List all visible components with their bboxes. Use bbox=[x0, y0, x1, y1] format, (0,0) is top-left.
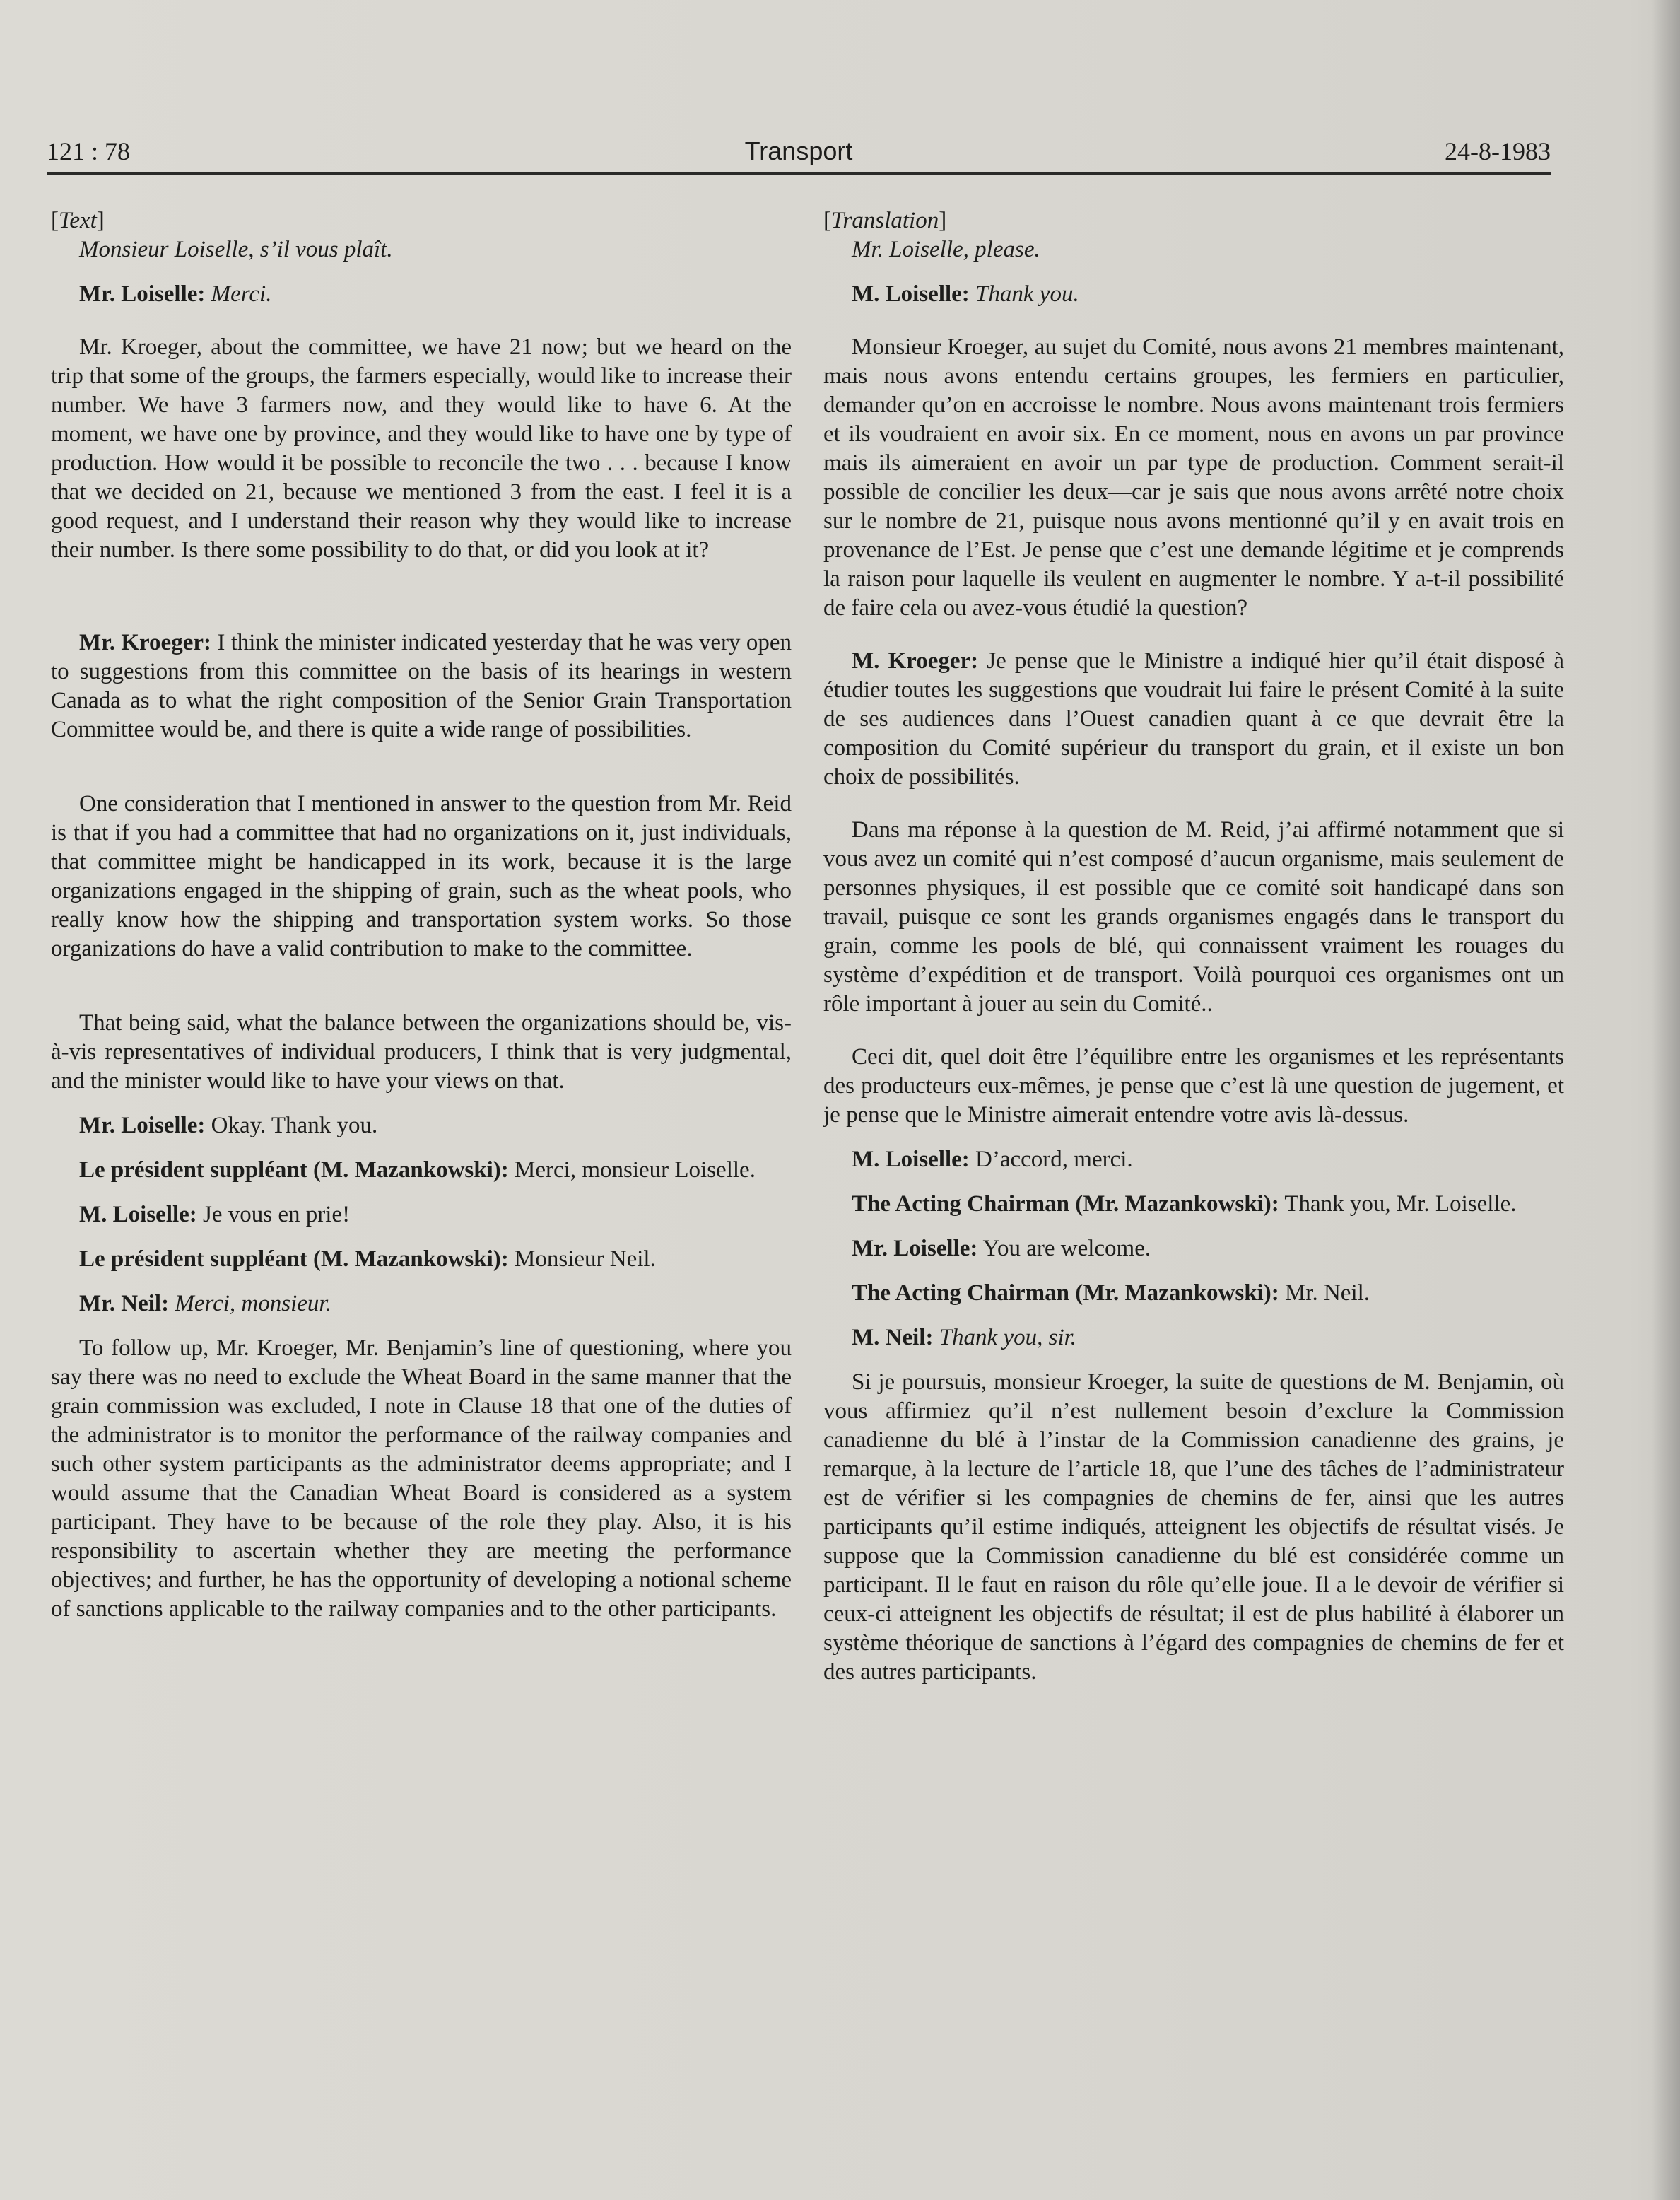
left-column bbox=[51, 206, 792, 1624]
speaker: Mr. Loiselle: bbox=[79, 1113, 206, 1138]
speaker: M. Loiselle: bbox=[852, 281, 970, 307]
speech: Mr. Neil: Merci, monsieur. bbox=[79, 1291, 331, 1316]
speech: The Acting Chairman (Mr. Mazankowski): Thank you, Mr. Loiselle. bbox=[852, 1191, 1517, 1217]
paragraph: Mr. Loiselle, please. bbox=[852, 237, 1040, 262]
section-label: [Text] bbox=[51, 208, 105, 233]
speech: M. Neil: Thank you, sir. bbox=[852, 1325, 1077, 1350]
speech: Le président suppléant (M. Mazankowski): Monsieur Neil. bbox=[79, 1246, 656, 1272]
speech: The Acting Chairman (Mr. Mazankowski): Mr. Neil. bbox=[852, 1280, 1370, 1306]
speaker: M. Loiselle: bbox=[79, 1202, 197, 1227]
paragraph: To follow up, Mr. Kroeger, Mr. Benjamin’s line of questioning, where you say there was no need to exclude the Wheat Board in the same manner that the grain commission was excluded, I note in Clause 18 that one of the duties of the administrator is to monitor the performance of the railway companies and such other system participants as the administrator deems appropriate; and I would assume that the Canadian Wheat Board is considered as a system participant. They have to be because of the role they play. Also, it is his responsibility to ascertain whether they are meeting the performance objectives; and further, he has the opportunity of developing a notional scheme of sanctions applicable to the railway companies and to the other participants. bbox=[51, 1335, 792, 1622]
header-rule bbox=[47, 172, 1551, 175]
paragraph: That being said, what the balance between the organizations should be, vis-à-vis representatives of individual producers, I think that is very judgmental, and the minister would like to have your views on that. bbox=[51, 1010, 792, 1094]
speech: M. Loiselle: Thank you. bbox=[852, 281, 1079, 307]
speaker: The Acting Chairman (Mr. Mazankowski): bbox=[852, 1191, 1279, 1217]
speech: M. Loiselle: D’accord, merci. bbox=[852, 1147, 1133, 1172]
speech: Mr. Loiselle: Okay. Thank you. bbox=[79, 1113, 378, 1138]
header-title: Transport bbox=[744, 136, 853, 165]
speaker: M. Kroeger: bbox=[852, 648, 979, 674]
speaker: Mr. Loiselle: bbox=[852, 1236, 978, 1261]
right-column bbox=[823, 206, 1564, 1687]
header-date: 24-8-1983 bbox=[1445, 137, 1551, 165]
paragraph: Ceci dit, quel doit être l’équilibre entre les organismes et les représentants des producteurs eux-mêmes, je pense que c’est là une question de jugement, et je pense que le Ministre aimerait entendre votre avis là-dessus. bbox=[823, 1044, 1564, 1128]
speaker: The Acting Chairman (Mr. Mazankowski): bbox=[852, 1280, 1279, 1306]
speech: Mr. Loiselle: You are welcome. bbox=[852, 1236, 1151, 1261]
speaker: M. Loiselle: bbox=[852, 1147, 970, 1172]
page-edge-shadow bbox=[1652, 0, 1680, 2200]
speaker: M. Neil: bbox=[852, 1325, 934, 1350]
running-header bbox=[47, 136, 1551, 172]
speaker: Mr. Neil: bbox=[79, 1291, 170, 1316]
paragraph: Monsieur Kroeger, au sujet du Comité, nous avons 21 membres maintenant, mais nous avons entendu certains groupes, les fermiers en particulier, demander qu’on en accroisse le nombre. Nous avons maintenant trois fermiers et ils voudraient en avoir six. En ce moment, nous en avons un par province mais ils aimeraient en avoir un par type de production. Comment serait-il possible de concilier les deux—car je sais que nous avons arrêté notre choix sur le nombre de 21, puisque nous avons mentionné qu’il y en avait trois en provenance de l’Est. Je pense que c’est une demande légitime et je comprends la raison pour laquelle ils veulent en augmenter le nombre. Y a-t-il possibilité de faire cela ou avez-vous étudié la question? bbox=[823, 334, 1564, 621]
paragraph: One consideration that I mentioned in answer to the question from Mr. Reid is that if you had a committee that had no organizations on it, just individuals, that committee might be handicapped in its work, because it is the large organizations engaged in the shipping of grain, such as the wheat pools, who really know how the shipping and transportation system works. So those organizations do have a valid contribution to make to the committee. bbox=[51, 791, 792, 961]
speaker: Le président suppléant (M. Mazankowski): bbox=[79, 1246, 509, 1272]
page-number: 121 : 78 bbox=[47, 137, 131, 165]
section-label: [Translation] bbox=[823, 208, 947, 233]
speech: Mr. Kroeger: I think the minister indicated yesterday that he was very open to suggestions from this committee on the basis of its hearings in western Canada as to what the right composition of the Senior Grain Transportation Committee would be, and there is quite a wide range of possibilities. bbox=[51, 630, 792, 742]
speech: Le président suppléant (M. Mazankowski): Merci, monsieur Loiselle. bbox=[79, 1157, 756, 1183]
speech: M. Loiselle: Je vous en prie! bbox=[79, 1202, 351, 1227]
speaker: Mr. Kroeger: bbox=[79, 630, 211, 655]
paragraph: Si je poursuis, monsieur Kroeger, la suite de questions de M. Benjamin, où vous affirmiez qu’il n’est nullement besoin d’exclure la Commission canadienne du blé à l’instar de la Commission canadienne des grains, je remarque, à la lecture de l’article 18, que l’une des tâches de l’administrateur est de vérifier si les compagnies de chemins de fer, ainsi que les autres participants qu’il estime indiqués, atteignent les objectifs de résultat visés. Je suppose que la Commission canadienne du blé est considérée comme un participant. Il le faut en raison du rôle qu’elle joue. Il a le devoir de vérifier si ceux-ci atteignent les objectifs de résultat; il est de plus habilité à élaborer un système théorique de sanctions à l’égard des compagnies de chemins de fer et des autres participants. bbox=[823, 1369, 1564, 1685]
paragraph: Dans ma réponse à la question de M. Reid, j’ai affirmé notamment que si vous avez un comité qui n’est composé d’aucun organisme, mais seulement de personnes physiques, il est possible que ce comité soit handicapé dans son travail, puisque ce sont les grands organismes engagés dans le transport du grain, comme les pools de blé, qui connaissent vraiment les rouages du système d’expédition et de transport. Voilà pourquoi ces organismes ont un rôle important à jouer au sein du Comité.. bbox=[823, 817, 1564, 1017]
speaker: Mr. Loiselle: bbox=[79, 281, 206, 307]
paragraph: Mr. Kroeger, about the committee, we have 21 now; but we heard on the trip that some of the groups, the farmers especially, would like to increase their number. We have 3 farmers now, and they would like to have 6. At the moment, we have one by province, and they would like to have one by type of production. How would it be possible to reconcile the two . . . because I know that we decided on 21, because we mentioned 3 from the east. I feel it is a good request, and I understand their reason why they would like to increase their number. Is there some possibility to do that, or did you look at it? bbox=[51, 334, 792, 563]
speaker: Le président suppléant (M. Mazankowski): bbox=[79, 1157, 509, 1183]
speech: Mr. Loiselle: Merci. bbox=[79, 281, 272, 307]
paragraph: Monsieur Loiselle, s’il vous plaît. bbox=[79, 237, 393, 262]
speech: M. Kroeger: Je pense que le Ministre a indiqué hier qu’il était disposé à étudier toutes les suggestions que voudrait lui faire le présent Comité à la suite de ses audiences dans l’Ouest canadien quant à ce que devrait être la composition du Comité supérieur du transport du grain, et il existe un bon choix de possibilités. bbox=[823, 648, 1565, 790]
